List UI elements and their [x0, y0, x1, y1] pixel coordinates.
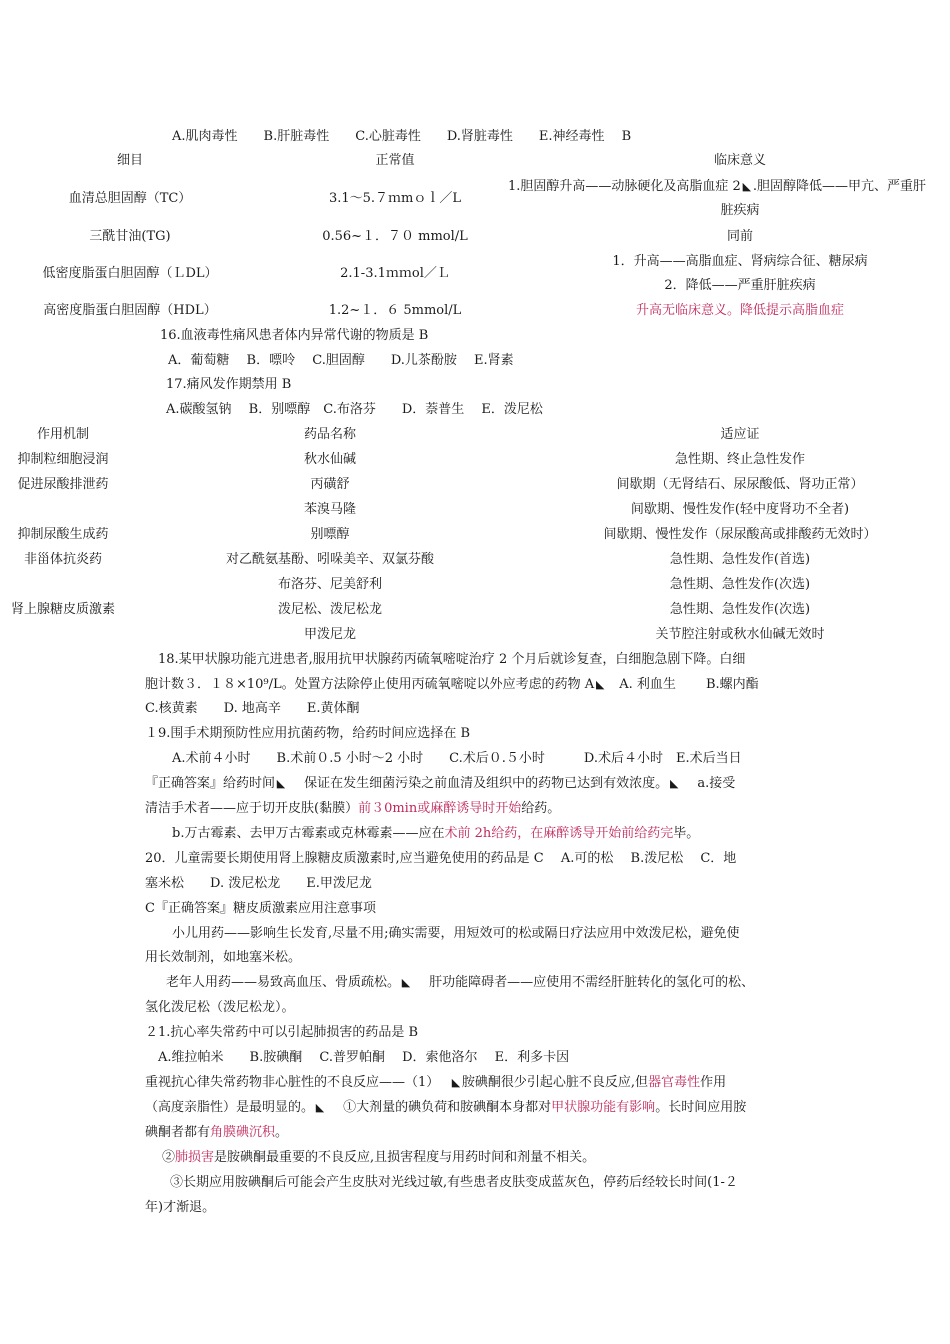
- gout-row-indication: 间歇期、慢性发作(轻中度肾功不全者): [630, 502, 850, 517]
- q20-answer-line: 小儿用药——影响生长发育,尽量不用;确实需要，用短效可的松或隔日疗法应用中效泼尼松，避免使: [172, 926, 740, 941]
- arrow-icon: ◣: [669, 777, 679, 790]
- gout-row-drug: 秋水仙碱: [303, 452, 356, 467]
- q19-stem: １9.围手术期预防性应用抗菌药物，给药时间应选择在 B: [145, 726, 471, 741]
- lipid-row-meaning-cont: 脏疾病: [720, 203, 760, 218]
- gout-header-mechanism: 作用机制: [36, 427, 89, 442]
- gout-row-indication: 关节腔注射或秋水仙碱无效时: [655, 627, 825, 642]
- q19-answer-line3: b.万古霉素、去甲万古霉素或克林霉素——应在术前 2h给药，在麻醉诱导开始前给药完毕。: [172, 826, 700, 841]
- gout-row-mechanism: 非甾体抗炎药: [23, 552, 102, 567]
- gout-row-indication: 间歇期、慢性发作（尿尿酸高或排酸药无效时）: [603, 527, 877, 542]
- gout-row-indication: 急性期、终止急性发作: [674, 452, 805, 467]
- lipid-row-value: 1.2~１．６ 5mmol/L: [328, 303, 462, 318]
- q19-options: A.术前４小时 B.术前０.5 小时～2 小时 C.术后０.５小时 D.术后４小时 E.术后当日: [172, 751, 742, 766]
- q17-options: A.碳酸氢钠 B．别嘌醇 C.布洛芬 D．萘普生 E．泼尼松: [166, 402, 543, 417]
- gout-row-mechanism: 抑制尿酸生成药: [17, 527, 109, 542]
- lipid-row-value: 3.1～5.７ｍmｏｌ／L: [328, 191, 462, 206]
- gout-row-drug: 对乙酰氨基酚、吲哚美辛、双氯芬酸: [225, 552, 434, 567]
- arrow-icon: ◣: [276, 777, 286, 790]
- q21-options: A.维拉帕米 B.胺碘酮 C.普罗帕酮 D．索他洛尔 E．利多卡因: [158, 1050, 570, 1065]
- gout-header-drug: 药品名称: [303, 427, 356, 442]
- lipid-row-name: 低密度脂蛋白胆固醇（ＬDL）: [42, 266, 218, 281]
- q18-stem-line1: 18.某甲状腺功能亢进患者,服用抗甲状腺药丙硫氧嘧啶治疗 2 个月后就诊复查，白细胞急剧下降。白细: [158, 652, 746, 667]
- q21-stem: ２1.抗心率失常药中可以引起肺损害的药品是 B: [145, 1025, 419, 1040]
- q20-stem-line1: 20．儿童需要长期使用肾上腺糖皮质激素时,应当避免使用的药品是 C A.可的松 B.泼尼松 C．地: [145, 851, 737, 866]
- lipid-header-normal: 正常值: [375, 153, 415, 168]
- q21-answer-line: 重视抗心律失常药物非心脏性的不良反应——（1） ◣ 胺碘酮很少引起心脏不良反应,但器官毒性作用: [145, 1075, 727, 1090]
- gout-row-drug: 甲泼尼龙: [303, 627, 356, 642]
- gout-row-drug: 布洛芬、尼美舒利: [277, 577, 382, 592]
- q18-stem-line2: 胞计数３．１８×10⁹/L。处置方法除停止使用丙硫氧嘧啶以外应考虑的药物 A ◣ A. 利血生 B.螺内酯: [145, 677, 759, 692]
- gout-header-indication: 适应证: [720, 427, 760, 442]
- q20-answer-line: 用长效制剂，如地塞米松。: [145, 950, 302, 965]
- gout-row-mechanism: 抑制粒细胞浸润: [17, 452, 109, 467]
- gout-row-mechanism: 促进尿酸排泄药: [17, 477, 109, 492]
- q21-answer-line: 碘酮者都有角膜碘沉积。: [145, 1125, 289, 1140]
- q20-answer-title: C『正确答案』糖皮质激素应用注意事项: [145, 901, 376, 916]
- q20-answer-line: 老年人用药——易致高血压、骨质疏松。 ◣ 肝功能障碍者——应使用不需经肝脏转化的氢化可的松、: [166, 975, 755, 990]
- gout-row-drug: 苯溴马隆: [303, 502, 356, 517]
- lipid-row-meaning: 2．降低——严重肝脏疾病: [664, 278, 816, 293]
- lipid-header-item: 细目: [116, 153, 143, 168]
- gout-row-drug: 丙磺舒: [310, 477, 350, 492]
- q20-answer-line: 氢化泼尼松（泼尼松龙）。: [145, 1000, 295, 1015]
- gout-row-indication: 间歇期（无肾结石、尿尿酸低、肾功正常）: [616, 477, 864, 492]
- q19-answer: 『正确答案』给药时间 ◣ 保证在发生细菌污染之前血清及组织中的药物已达到有效浓度。 ◣ a.接受: [145, 776, 736, 791]
- q15-options: A.肌肉毒性 B.肝脏毒性 C.心脏毒性 D.肾脏毒性 E.神经毒性 B: [172, 129, 632, 144]
- arrow-icon: ◣: [401, 976, 411, 989]
- gout-row-indication: 急性期、急性发作(首选): [669, 552, 811, 567]
- lipid-row-name: 三酰甘油(TG): [89, 229, 171, 244]
- arrow-icon: ◣: [451, 1076, 461, 1089]
- gout-row-indication: 急性期、急性发作(次选): [669, 602, 811, 617]
- arrow-icon: ◣: [742, 180, 752, 193]
- lipid-row-meaning: 1.胆固醇升高——动脉硬化及高脂血症 2 ◣ .胆固醇降低——甲亢、严重肝: [508, 179, 926, 194]
- lipid-row-name: 高密度脂蛋白胆固醇（HDL）: [43, 303, 217, 318]
- arrow-icon: ◣: [595, 678, 605, 691]
- lipid-row-value: 2.1-3.1ｍｍol／Ｌ: [340, 266, 450, 281]
- q21-answer-line: （高度亲脂性）是最明显的。 ◣ ①大剂量的碘负荷和胺碘酮本身都对甲状腺功能有影响。长时间应用胺: [145, 1100, 747, 1115]
- q18-options: C.核黄素 D. 地高辛 E.黄体酮: [145, 701, 360, 716]
- gout-row-drug: 别嘌醇: [310, 527, 350, 542]
- q21-answer-line: ③长期应用胺碘酮后可能会产生皮肤对光线过敏,有些患者皮肤变成蓝灰色，停药后经较长时间(1-２: [170, 1175, 738, 1190]
- q21-answer-line: ②肺损害是胺碘酮最重要的不良反应,且损害程度与用药时间和剂量不相关。: [162, 1150, 596, 1165]
- lipid-row-meaning: 1．升高——高脂血症、肾病综合征、糖尿病: [612, 254, 868, 269]
- q21-answer-line: 年)才渐退。: [145, 1200, 216, 1215]
- q20-stem-line2: 塞米松 D. 泼尼松龙 E.甲泼尼龙: [145, 876, 372, 891]
- q16-stem: 16.血液毒性痛风患者体内异常代谢的物质是 B: [160, 328, 429, 343]
- q17-stem: 17.痛风发作期禁用 B: [166, 377, 292, 392]
- lipid-header-meaning: 临床意义: [713, 153, 766, 168]
- arrow-icon: ◣: [315, 1101, 325, 1114]
- gout-row-drug: 泼尼松、泼尼松龙: [277, 602, 382, 617]
- gout-row-indication: 急性期、急性发作(次选): [669, 577, 811, 592]
- lipid-row-value: 0.56~１．７０ mmol/L: [322, 229, 468, 244]
- lipid-row-meaning: 同前: [726, 229, 753, 244]
- lipid-row-meaning: 升高无临床意义。降低提示高脂血症: [635, 303, 844, 318]
- lipid-row-name: 血清总胆固醇（TC）: [68, 191, 192, 206]
- q16-options: A．葡萄糖 B．嘌呤 C.胆固醇 D.儿茶酚胺 E.肾素: [168, 353, 514, 368]
- q19-answer-line2: 清洁手术者——应于切开皮肤(黏膜）前３0min或麻醉诱导时开始给药。: [145, 801, 561, 816]
- gout-row-mechanism: 肾上腺糖皮质激素: [10, 602, 115, 617]
